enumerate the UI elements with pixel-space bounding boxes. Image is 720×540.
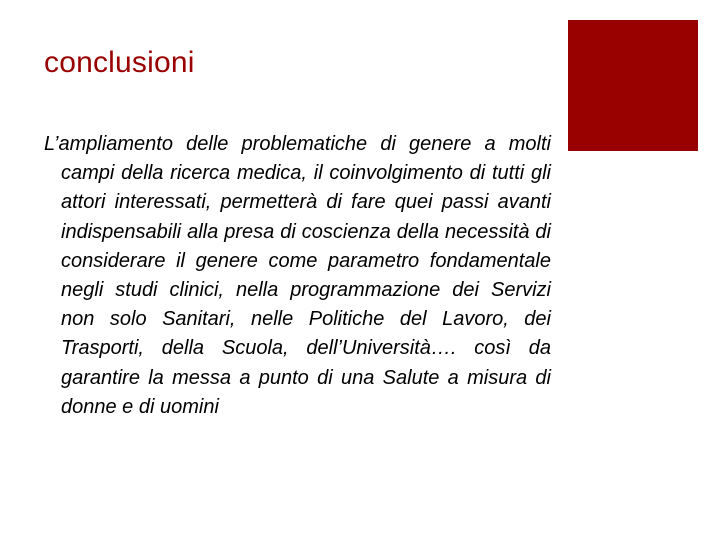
slide-body-text: L’ampliamento delle problematiche di genere a molti campi della ricerca medica, il coinvolgimento di tutti gli attori interessati, permetterà di fare quei passi avanti indispensabili alla presa di coscienza della necessità di considerare il genere come parametro fondamentale negli studi clinici, nella programmazione dei Servizi non solo Sanitari, nelle Politiche del Lavoro, dei Trasporti, della Scuola, dell’Università…. così da garantire la messa a punto di una Salute a misura di donne e di uomini	[44, 133, 551, 418]
accent-block	[568, 20, 698, 151]
slide-title: conclusioni	[44, 46, 195, 79]
